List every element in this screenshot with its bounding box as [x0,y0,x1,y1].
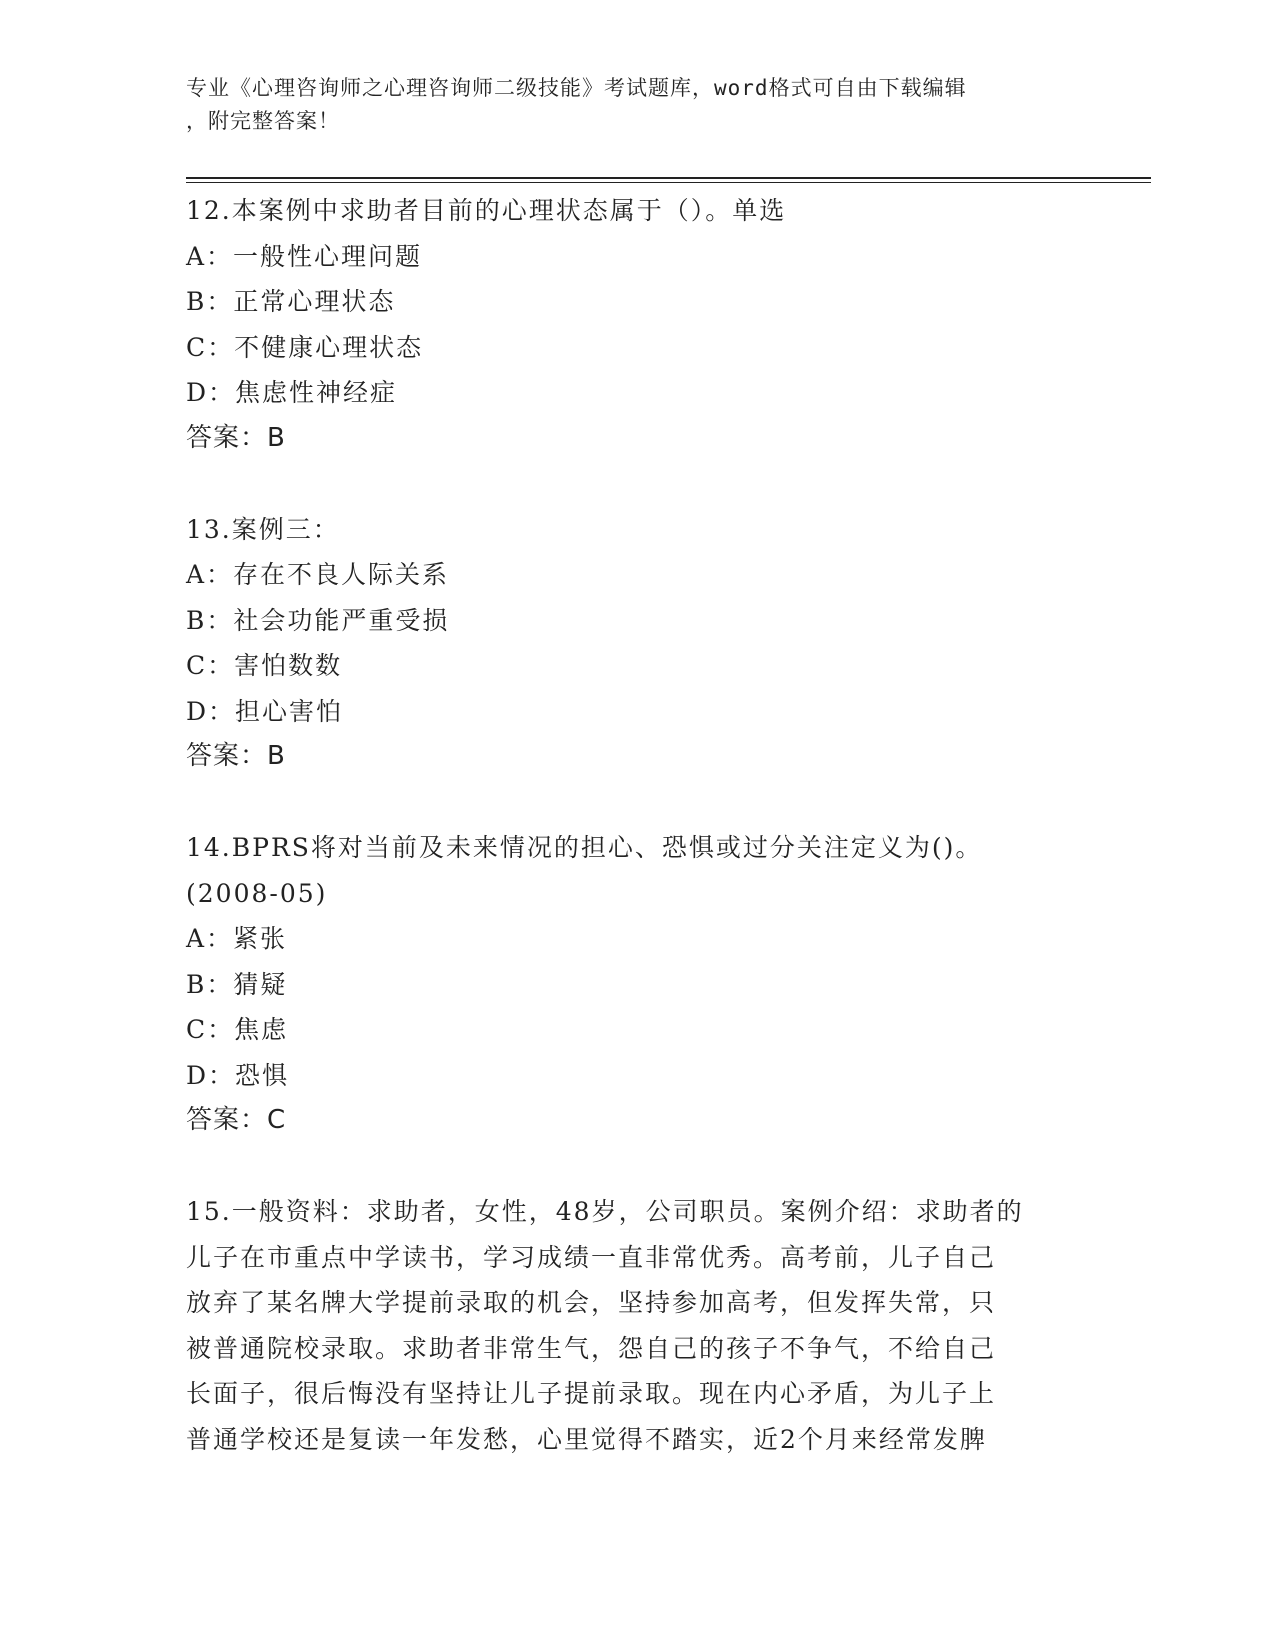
option-b: B：猜疑 [186,969,288,999]
question-stem: 15.一般资料：求助者，女性，48岁，公司职员。案例介绍：求助者的 [186,1197,1024,1226]
question-stem-continued: 普通学校还是复读一年发愁，心里觉得不踏实，近2个月来经常发脾 [186,1424,987,1454]
question-stem: 13.案例三： [186,514,340,544]
header-line-2: ，附完整答案！ [186,109,340,133]
option-c: C：焦虑 [186,1015,289,1044]
answer-label: 答案：C [186,1105,287,1135]
question-12 [186,188,1086,461]
option-d: D：担心害怕 [186,696,344,726]
question-list [186,188,1086,1462]
option-b: B：社会功能严重受损 [186,605,450,635]
answer-label: 答案：B [186,422,286,453]
option-d: D：焦虑性神经症 [186,378,398,407]
question-stem-continued: (2008-05) [186,878,328,908]
option-a: A：一般性心理问题 [186,241,423,271]
option-b: B：正常心理状态 [186,287,396,316]
document-header [186,72,1086,138]
option-a: A：存在不良人际关系 [186,560,450,589]
header-line-1: 专业《心理咨询师之心理咨询师二级技能》考试题库，word格式可自由下载编辑 [186,76,967,100]
question-15 [186,1189,1086,1462]
option-c: C：不健康心理状态 [186,332,424,362]
option-c: C：害怕数数 [186,651,343,680]
question-13 [186,507,1086,780]
answer-label: 答案：B [186,741,286,771]
header-divider [186,177,1151,179]
question-14 [186,825,1086,1144]
header-divider-thin [186,182,1151,183]
option-a: A：紧张 [186,924,288,953]
question-stem: 14.BPRS将对当前及未来情况的担心、恐惧或过分关注定义为()。 [186,833,983,862]
question-stem-continued: 被普通院校录取。求助者非常生气，怨自己的孩子不争气，不给自己 [186,1333,997,1363]
question-stem: 12.本案例中求助者目前的心理状态属于（）。单选 [186,196,787,225]
question-stem-continued: 放弃了某名牌大学提前录取的机会，坚持参加高考，但发挥失常，只 [186,1288,997,1317]
question-stem-continued: 长面子，很后悔没有坚持让儿子提前录取。现在内心矛盾，为儿子上 [186,1379,997,1408]
option-d: D：恐惧 [186,1060,290,1090]
question-stem-continued: 儿子在市重点中学读书，学习成绩一直非常优秀。高考前，儿子自己 [186,1242,997,1272]
